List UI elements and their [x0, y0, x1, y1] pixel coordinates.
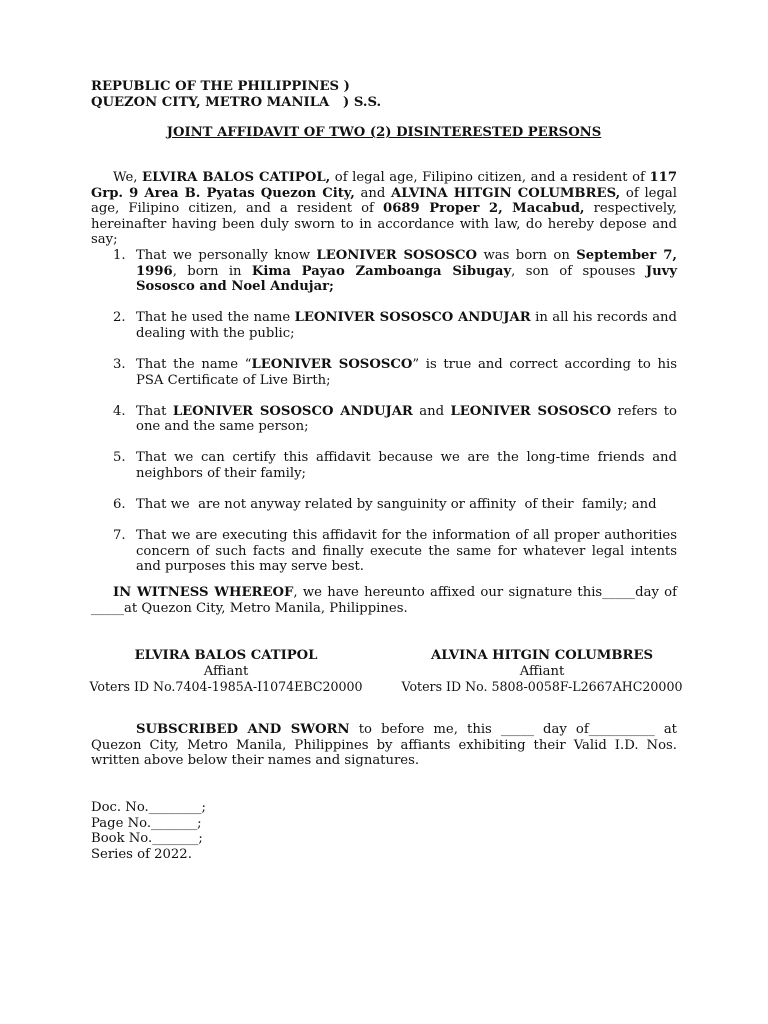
intro-text: of legal age, Filipino citizen, and a resident of — [91, 185, 677, 217]
item-text: That we can certify this affidavit because we are the long-time friends and neighbors of their family; — [136, 450, 677, 481]
item-text: refers to one and the same person; — [136, 403, 677, 435]
item-number: 2. — [113, 310, 126, 326]
jurat-paragraph — [91, 722, 677, 769]
item-number: 4. — [113, 403, 126, 419]
item-bold: LEONIVER SOSOSCO — [251, 356, 413, 372]
item-text: , son of spouses — [511, 263, 646, 279]
statement-item-5 — [91, 450, 677, 481]
item-text: in all his records and dealing with the public; — [136, 310, 677, 341]
item-text: and — [412, 403, 451, 419]
item-number: 3. — [113, 356, 126, 372]
statement-item-3 — [91, 357, 677, 388]
signatory-id: Voters ID No. 5808-0058F-L2667AHC20000 — [401, 679, 683, 695]
statement-item-7 — [91, 528, 677, 575]
statement-list — [91, 248, 677, 590]
item-text: , born in — [172, 263, 252, 279]
doc-number: Doc. No.________; — [91, 800, 206, 815]
affiant-2-name: ALVINA HITGIN COLUMBRES, — [391, 185, 621, 201]
jurat-text: to before me, this _____ day of__________ at Quezon City, Metro Manila, Philippines by affiants exhibiting their Valid I.D. Nos. written above below their names and signatures. — [91, 722, 677, 769]
venue-caption — [91, 79, 677, 110]
affiant-1-address: 117 Grp. 9 Area B. Pyatas Quezon City, — [91, 170, 677, 201]
item-text: was born on — [477, 248, 577, 263]
item-bold: LEONIVER SOSOSCO ANDUJAR — [172, 403, 413, 419]
signatory-name: ALVINA HITGIN COLUMBRES — [430, 648, 654, 663]
intro-text: and — [354, 185, 392, 201]
jurat-heading: SUBSCRIBED AND SWORN — [136, 722, 350, 737]
item-text: That he used the name — [136, 310, 295, 326]
item-bold: LEONIVER SOSOSCO ANDUJAR — [294, 310, 531, 326]
affiant-2-address: 0689 Proper 2, Macabud, — [383, 201, 585, 217]
statement-item-1 — [91, 248, 677, 295]
signatory-name: ELVIRA BALOS CATIPOL — [134, 648, 318, 663]
item-text: That we are not anyway related by sanguinity or affinity of their family; and — [136, 497, 657, 513]
affiant-1-name: ELVIRA BALOS CATIPOL, — [142, 170, 331, 185]
signatory-id: Voters ID No.7404-1985A-I1074EBC20000 — [89, 679, 363, 695]
item-number: 5. — [113, 450, 126, 466]
item-bold: September 7, 1996 — [136, 248, 677, 279]
notarial-register — [91, 800, 677, 862]
document-title: JOINT AFFIDAVIT OF TWO (2) DISINTERESTED PERSONS — [166, 125, 602, 140]
statement-item-2 — [91, 310, 677, 341]
item-text: That the name “ — [136, 356, 252, 372]
item-text: That — [136, 403, 173, 419]
witness-text: , we have hereunto affixed our signature this_____day of _____at Quezon City, Metro Manila, Philippines. — [91, 585, 677, 616]
item-bold: Kima Payao Zamboanga Sibugay — [251, 263, 512, 279]
witness-paragraph — [91, 585, 677, 616]
signatory-role: Affiant — [203, 663, 249, 679]
book-number: Book No._______; — [91, 831, 203, 847]
item-text: That we personally know — [136, 248, 317, 263]
intro-paragraph — [91, 170, 677, 248]
statement-item-6 — [91, 497, 677, 513]
witness-heading: IN WITNESS WHEREOF — [113, 585, 294, 600]
signature-block-left — [81, 648, 371, 695]
intro-text: We, — [113, 170, 143, 185]
venue-line-1: REPUBLIC OF THE PHILIPPINES ) — [91, 79, 350, 94]
series-year: Series of 2022. — [91, 846, 192, 862]
item-number: 6. — [113, 497, 126, 513]
statement-item-4 — [91, 404, 677, 435]
item-text: ” is true and correct according to his PSA Certificate of Live Birth; — [136, 356, 678, 388]
intro-text: of legal age, Filipino citizen, and a resident of — [330, 170, 650, 185]
signature-block-right — [397, 648, 687, 695]
page-number: Page No._______; — [91, 815, 202, 831]
venue-line-2: QUEZON CITY, METRO MANILA ) S.S. — [91, 94, 382, 110]
item-text: That we are executing this affidavit for the information of all proper authorities concern of such facts and finally execute the same for whatever legal intents and purposes this may serve best. — [136, 528, 677, 575]
item-bold: LEONIVER SOSOSCO — [316, 248, 478, 263]
item-bold: Juvy Sososco and Noel Andujar; — [136, 263, 677, 295]
signatory-role: Affiant — [519, 663, 565, 679]
item-number: 7. — [113, 528, 126, 544]
item-bold: LEONIVER SOSOSCO — [450, 403, 612, 419]
intro-text: respectively, hereinafter having been duly sworn to in accordance with law, do hereby depose and say; — [91, 201, 677, 248]
item-number: 1. — [113, 248, 126, 263]
